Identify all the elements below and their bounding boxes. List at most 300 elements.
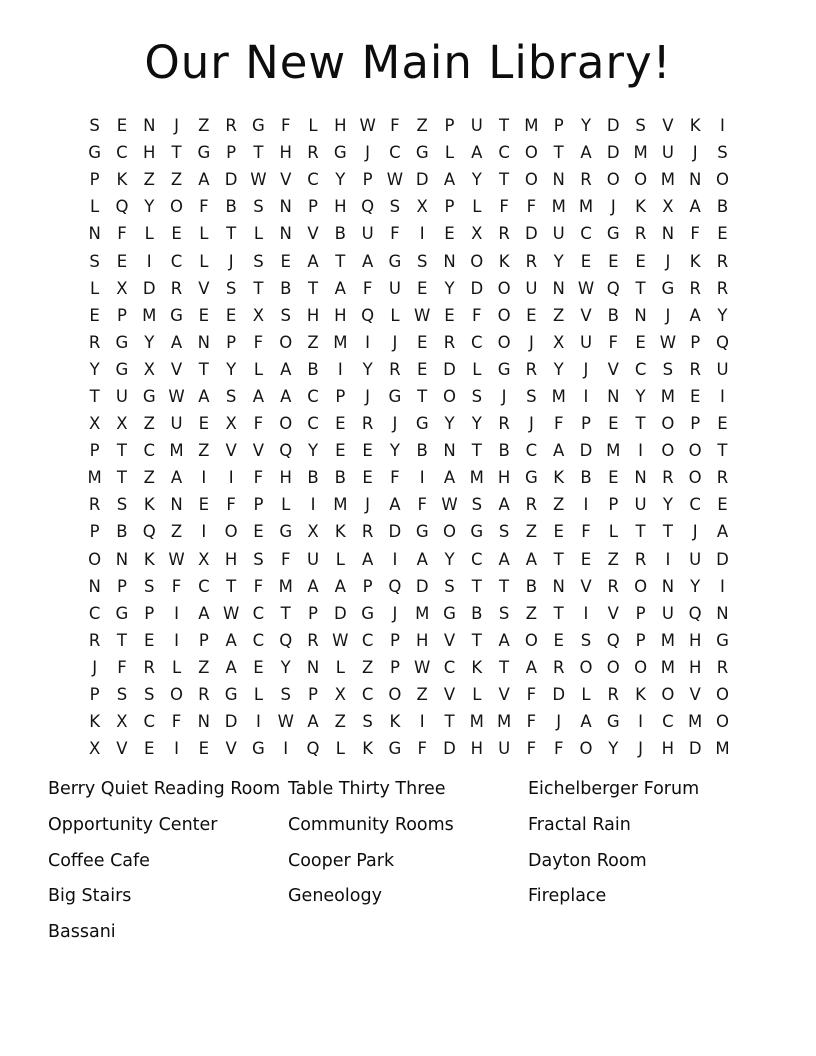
grid-cell: F — [362, 278, 373, 298]
grid-cell: D — [443, 359, 456, 379]
grid-cell: F — [472, 305, 482, 325]
grid-cell: A — [471, 143, 483, 163]
grid-cell: E — [335, 414, 346, 434]
grid-cell: N — [197, 332, 210, 352]
grid-cell: G — [443, 603, 456, 623]
grid-cell: L — [144, 224, 154, 244]
grid-cell: G — [388, 739, 402, 759]
grid-cell: S — [253, 197, 264, 217]
grid-cell: N — [197, 712, 210, 732]
grid-cell: E — [416, 332, 428, 352]
grid-cell: G — [224, 685, 238, 705]
grid-cell: X — [88, 414, 101, 434]
grid-cell: T — [198, 359, 209, 379]
grid-row — [81, 302, 736, 329]
grid-cell: E — [335, 441, 346, 461]
grid-cell: G — [606, 224, 620, 244]
grid-cell: I — [283, 739, 289, 759]
word-list-item: Fractal Rain — [528, 814, 631, 835]
grid-cell: V — [689, 685, 701, 705]
grid-cell: N — [279, 224, 292, 244]
grid-cell: M — [278, 576, 293, 596]
grid-cell: Y — [471, 170, 482, 190]
page-title: Our New Main Library! — [144, 36, 672, 89]
grid-cell: L — [472, 197, 482, 217]
grid-cell: X — [116, 712, 128, 732]
grid-cell: O — [606, 657, 620, 677]
grid-cell: W — [359, 116, 376, 136]
grid-cell: A — [389, 495, 401, 515]
grid-cell: D — [415, 170, 429, 190]
grid-cell: F — [553, 414, 564, 434]
grid-cell: T — [553, 603, 564, 623]
grid-cell: K — [89, 712, 101, 732]
grid-cell: T — [226, 224, 237, 244]
grid-cell: Z — [416, 685, 428, 705]
grid-cell: D — [470, 278, 484, 298]
grid-cell: I — [419, 468, 425, 488]
grid-cell: I — [720, 386, 725, 406]
grid-cell: B — [225, 197, 237, 217]
grid-cell: O — [524, 143, 538, 163]
grid-cell: Y — [144, 197, 155, 217]
grid-cell: I — [365, 332, 371, 352]
word-search-grid — [81, 112, 736, 762]
grid-cell: T — [635, 414, 646, 434]
grid-cell: G — [252, 116, 265, 136]
grid-cell: Y — [226, 359, 237, 379]
grid-cell: N — [634, 305, 647, 325]
grid-cell: I — [255, 712, 261, 732]
grid-cell: F — [526, 685, 537, 705]
grid-cell: O — [661, 441, 675, 461]
grid-cell: G — [115, 359, 129, 379]
grid-cell: T — [499, 576, 510, 596]
grid-cell: R — [361, 522, 374, 542]
grid-cell: N — [661, 224, 675, 244]
grid-cell: S — [635, 116, 646, 136]
grid-cell: O — [579, 657, 593, 677]
grid-cell: R — [498, 224, 510, 244]
grid-cell: X — [143, 359, 155, 379]
grid-cell: E — [171, 224, 182, 244]
grid-cell: B — [416, 441, 428, 461]
grid-cell: T — [116, 441, 127, 461]
grid-cell: O — [606, 170, 620, 190]
grid-cell: R — [88, 495, 101, 515]
grid-cell: G — [115, 332, 129, 352]
grid-cell: R — [498, 414, 510, 434]
grid-cell: R — [361, 414, 374, 434]
grid-cell: R — [307, 143, 319, 163]
word-list-item: Fireplace — [528, 886, 607, 907]
grid-cell: T — [662, 522, 673, 542]
grid-cell: B — [307, 359, 319, 379]
grid-cell: M — [606, 441, 621, 461]
grid-cell: H — [306, 305, 320, 325]
grid-cell: J — [556, 712, 562, 732]
grid-cell: A — [307, 251, 319, 271]
grid-cell: C — [634, 359, 647, 379]
grid-cell: Q — [361, 197, 375, 217]
grid-cell: O — [470, 251, 484, 271]
grid-cell: A — [553, 441, 565, 461]
grid-cell: W — [277, 712, 294, 732]
grid-cell: E — [717, 495, 728, 515]
grid-cell: D — [415, 576, 429, 596]
grid-cell: V — [252, 441, 265, 461]
grid-cell: P — [144, 603, 155, 623]
grid-cell: F — [280, 116, 291, 136]
grid-cell: S — [89, 116, 100, 136]
grid-cell: A — [361, 251, 374, 271]
grid-cell: O — [524, 170, 538, 190]
grid-cell: G — [115, 603, 129, 623]
grid-cell: F — [608, 332, 619, 352]
grid-row — [81, 518, 736, 545]
grid-cell: R — [634, 224, 647, 244]
grid-cell: T — [499, 116, 510, 136]
grid-cell: D — [142, 278, 156, 298]
grid-cell: P — [198, 630, 209, 650]
grid-cell: C — [307, 414, 319, 434]
grid-cell: Z — [416, 116, 428, 136]
grid-cell: O — [388, 685, 402, 705]
grid-cell: A — [334, 278, 346, 298]
grid-row — [81, 681, 736, 708]
grid-cell: H — [224, 549, 238, 569]
grid-cell: G — [252, 739, 265, 759]
grid-cell: Q — [115, 197, 129, 217]
grid-cell: R — [662, 468, 674, 488]
grid-cell: O — [634, 576, 648, 596]
grid-cell: E — [608, 468, 619, 488]
grid-cell: X — [416, 197, 428, 217]
grid-cell: W — [250, 170, 267, 190]
grid-cell: Z — [553, 305, 565, 325]
grid-cell: J — [665, 305, 671, 325]
grid-cell: O — [443, 386, 456, 406]
grid-cell: A — [498, 495, 510, 515]
grid-cell: F — [499, 197, 509, 217]
grid-cell: V — [198, 278, 210, 298]
grid-cell: E — [689, 386, 701, 406]
grid-cell: R — [443, 332, 456, 352]
grid-cell: R — [716, 278, 729, 298]
grid-cell: P — [226, 143, 237, 163]
grid-cell: B — [580, 468, 592, 488]
grid-cell: I — [174, 603, 179, 623]
grid-cell: N — [306, 657, 320, 677]
grid-cell: R — [689, 359, 701, 379]
grid-cell: J — [365, 386, 371, 406]
grid-cell: E — [444, 224, 455, 244]
grid-cell: O — [497, 278, 511, 298]
grid-cell: F — [117, 224, 127, 244]
grid-cell: A — [689, 197, 701, 217]
grid-cell: U — [498, 739, 511, 759]
grid-row — [81, 573, 736, 600]
grid-cell: M — [333, 495, 348, 515]
grid-cell: B — [307, 468, 319, 488]
grid-cell: G — [606, 712, 620, 732]
grid-cell: R — [225, 116, 237, 136]
grid-cell: O — [224, 522, 238, 542]
grid-cell: N — [443, 251, 456, 271]
grid-cell: A — [225, 657, 237, 677]
grid-cell: N — [552, 170, 565, 190]
grid-cell: F — [253, 332, 264, 352]
grid-cell: J — [692, 143, 698, 163]
grid-cell: T — [717, 441, 728, 461]
grid-cell: P — [362, 576, 373, 596]
grid-cell: Q — [279, 441, 293, 461]
grid-cell: P — [308, 197, 318, 217]
grid-cell: A — [361, 549, 374, 569]
grid-cell: V — [280, 170, 292, 190]
grid-cell: D — [688, 739, 702, 759]
grid-cell: X — [116, 414, 128, 434]
grid-cell: M — [688, 712, 703, 732]
grid-cell: O — [497, 305, 511, 325]
grid-cell: M — [469, 468, 484, 488]
grid-cell: H — [416, 630, 429, 650]
grid-cell: Q — [606, 630, 620, 650]
grid-cell: F — [581, 522, 591, 542]
grid-cell: J — [638, 739, 644, 759]
grid-row — [81, 220, 736, 247]
word-list-column — [288, 772, 528, 915]
grid-cell: M — [333, 332, 348, 352]
grid-cell: Q — [361, 305, 375, 325]
grid-cell: R — [198, 685, 210, 705]
grid-cell: S — [116, 495, 128, 515]
grid-cell: P — [389, 657, 400, 677]
grid-cell: E — [635, 251, 646, 271]
word-list-item: Berry Quiet Reading Room — [48, 779, 281, 799]
grid-cell: L — [472, 685, 482, 705]
grid-cell: C — [361, 685, 374, 705]
grid-cell: U — [170, 414, 183, 434]
grid-cell: I — [638, 712, 644, 732]
grid-row — [81, 627, 736, 654]
word-list-item: Geneology — [288, 886, 382, 907]
grid-cell: F — [390, 468, 400, 488]
grid-cell: P — [89, 685, 100, 705]
grid-cell: N — [443, 441, 456, 461]
grid-cell: J — [692, 522, 698, 542]
grid-cell: E — [553, 522, 564, 542]
grid-cell: O — [715, 712, 729, 732]
grid-cell: F — [690, 224, 700, 244]
grid-cell: G — [388, 386, 402, 406]
grid-cell: C — [525, 441, 538, 461]
grid-cell: A — [580, 712, 592, 732]
grid-cell: S — [144, 685, 155, 705]
grid-cell: A — [334, 576, 346, 596]
grid-row — [81, 193, 736, 220]
grid-cell: P — [226, 332, 237, 352]
grid-cell: F — [253, 414, 264, 434]
grid-cell: J — [228, 251, 234, 271]
grid-cell: M — [87, 468, 102, 488]
grid-cell: V — [225, 739, 237, 759]
grid-cell: M — [660, 386, 675, 406]
word-list-item: Opportunity Center — [48, 814, 218, 835]
word-list-item: Bassani — [48, 922, 116, 943]
grid-cell: S — [362, 712, 373, 732]
grid-cell: L — [199, 251, 209, 271]
grid-cell: T — [471, 630, 482, 650]
grid-cell: J — [501, 386, 507, 406]
grid-cell: H — [334, 116, 347, 136]
grid-cell: D — [388, 522, 402, 542]
grid-row — [81, 654, 736, 681]
grid-row — [81, 464, 736, 491]
grid-cell: L — [444, 143, 455, 163]
grid-cell: F — [526, 739, 537, 759]
grid-cell: W — [168, 386, 185, 406]
grid-cell: B — [334, 468, 346, 488]
grid-cell: O — [661, 685, 675, 705]
grid-cell: Y — [471, 414, 482, 434]
grid-cell: O — [170, 685, 184, 705]
grid-cell: V — [225, 441, 237, 461]
grid-cell: G — [142, 386, 156, 406]
grid-cell: R — [716, 251, 729, 271]
grid-cell: O — [497, 332, 511, 352]
grid-cell: Y — [444, 278, 455, 298]
grid-cell: A — [307, 576, 319, 596]
grid-cell: Y — [335, 170, 346, 190]
grid-cell: Y — [89, 359, 100, 379]
grid-cell: Q — [142, 522, 156, 542]
grid-row — [81, 708, 736, 735]
grid-cell: U — [552, 224, 565, 244]
grid-cell: E — [116, 116, 128, 136]
grid-cell: D — [443, 739, 456, 759]
grid-cell: Z — [553, 495, 565, 515]
grid-cell: N — [552, 278, 565, 298]
grid-cell: T — [171, 143, 182, 163]
grid-cell: B — [525, 576, 538, 596]
grid-cell: G — [333, 143, 347, 163]
grid-cell: D — [224, 170, 238, 190]
grid-cell: Y — [553, 359, 564, 379]
grid-cell: O — [279, 332, 293, 352]
grid-cell: A — [198, 386, 210, 406]
grid-cell: W — [332, 630, 349, 650]
grid-cell: Y — [553, 251, 564, 271]
grid-row — [81, 166, 736, 193]
grid-cell: V — [170, 359, 183, 379]
grid-cell: J — [392, 414, 398, 434]
grid-cell: C — [170, 251, 183, 271]
grid-cell: Z — [198, 657, 210, 677]
grid-cell: I — [583, 495, 589, 515]
grid-cell: A — [280, 359, 292, 379]
grid-cell: I — [638, 441, 644, 461]
grid-cell: P — [690, 414, 701, 434]
grid-cell: I — [201, 522, 207, 542]
grid-cell: H — [334, 197, 347, 217]
grid-cell: R — [607, 685, 620, 705]
grid-cell: E — [362, 468, 373, 488]
grid-cell: V — [307, 224, 319, 244]
grid-cell: X — [116, 278, 128, 298]
grid-cell: L — [608, 522, 618, 542]
grid-cell: P — [253, 495, 264, 515]
grid-cell: K — [635, 197, 646, 217]
grid-cell: U — [634, 495, 647, 515]
grid-cell: J — [365, 495, 371, 515]
grid-cell: P — [362, 170, 373, 190]
grid-cell: C — [116, 143, 128, 163]
grid-cell: F — [280, 549, 291, 569]
grid-cell: U — [525, 278, 538, 298]
word-list-item: Eichelberger Forum — [528, 779, 700, 799]
grid-cell: T — [553, 549, 564, 569]
grid-cell: I — [201, 468, 207, 488]
grid-cell: E — [362, 441, 373, 461]
grid-cell: T — [116, 468, 127, 488]
grid-cell: H — [279, 143, 292, 163]
grid-cell: R — [88, 332, 101, 352]
grid-cell: I — [583, 603, 589, 623]
grid-cell: A — [225, 630, 237, 650]
grid-cell: F — [553, 739, 564, 759]
grid-cell: L — [335, 657, 345, 677]
grid-cell: G — [170, 305, 183, 325]
grid-cell: K — [116, 170, 128, 190]
grid-cell: N — [170, 495, 183, 515]
grid-cell: S — [253, 251, 264, 271]
grid-cell: L — [335, 549, 345, 569]
grid-cell: W — [386, 170, 404, 190]
grid-cell: E — [444, 305, 455, 325]
grid-cell: Y — [635, 386, 646, 406]
grid-cell: A — [443, 170, 456, 190]
grid-cell: V — [662, 116, 674, 136]
grid-cell: L — [90, 278, 100, 298]
grid-cell: S — [471, 495, 483, 515]
grid-row — [81, 600, 736, 627]
grid-cell: A — [716, 522, 729, 542]
grid-cell: S — [662, 359, 674, 379]
grid-cell: A — [170, 332, 183, 352]
grid-cell: I — [392, 549, 398, 569]
grid-cell: R — [580, 170, 592, 190]
grid-cell: F — [199, 197, 209, 217]
grid-cell: T — [307, 278, 319, 298]
grid-cell: S — [225, 278, 237, 298]
grid-cell: W — [659, 332, 677, 352]
grid-cell: S — [580, 630, 592, 650]
grid-cell: F — [390, 116, 400, 136]
grid-cell: V — [498, 685, 510, 705]
grid-cell: Y — [144, 332, 155, 352]
grid-cell: N — [607, 386, 620, 406]
grid-cell: I — [419, 224, 425, 244]
grid-cell: A — [198, 603, 210, 623]
grid-cell: M — [551, 197, 566, 217]
grid-cell: H — [688, 657, 702, 677]
grid-cell: Y — [690, 576, 701, 596]
grid-cell: E — [580, 549, 592, 569]
grid-cell: U — [689, 549, 702, 569]
grid-row — [81, 139, 736, 166]
grid-cell: W — [577, 278, 595, 298]
